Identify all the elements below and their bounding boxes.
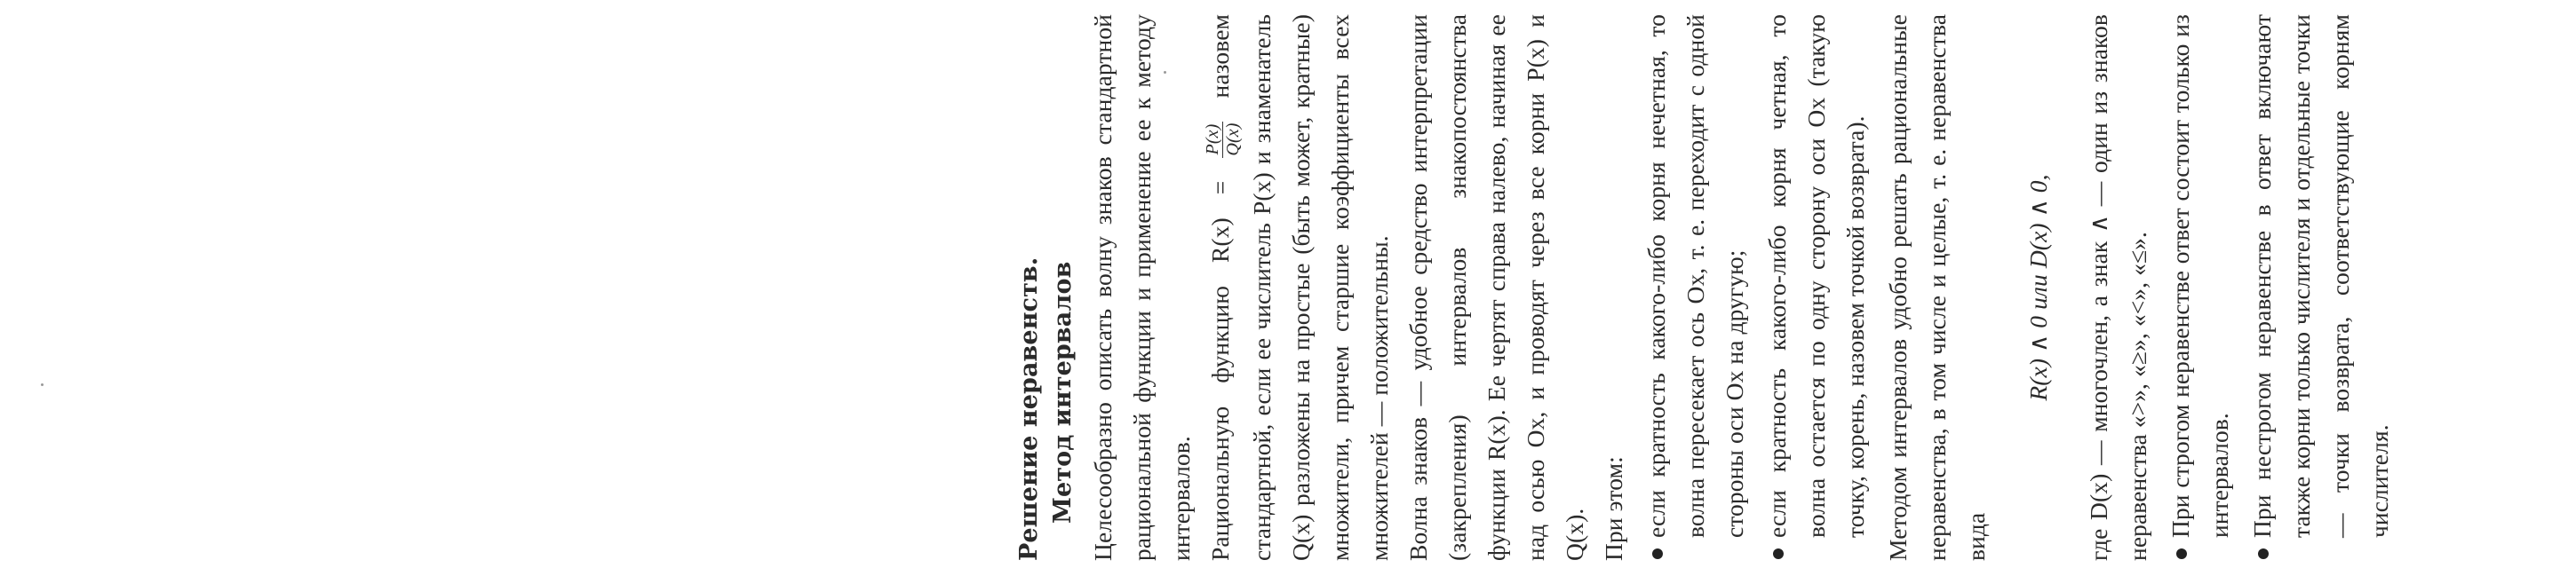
bullet-icon [2176,548,2187,559]
paragraph-where: где D(x) — многочлен, а знак ∧ — один из знаков неравенства «>», «≥», «<», «≤». [2085,14,2152,561]
bullet-even-multiplicity [1758,14,1875,561]
paragraph-at-this: При этом: [1600,456,1628,561]
paragraph-sign-wave: Волна знаков — удобное средство интерпретации (закрепления) интервалов знакопостоянства функции R(x). Ее чертят справа налево, начиная ее над осью Ox, и проводят через все корни P(x) и Q(x). [1404,14,1589,561]
scan-speck [41,383,44,386]
bullet-text: если кратность какого-либо корня четная, то волна остается по одну сторону оси Ox (такую точку, корень, назовем точкой возврата). [1763,14,1870,538]
paragraph-method-usage: Методом интервалов удобно решать рациональные неравенства, в том числе и целые, т. е. неравенства вида [1884,14,1991,561]
bullet-icon [1773,548,1784,559]
inequality-formula: R(x) ∧ 0 или D(x) ∧ 0, [2024,174,2053,401]
scan-speck [1164,71,1166,74]
definition-text-end: назовем стандартной, если ее числитель P(x) и знаменатель Q(x) разложены на простые (быть может, кратные) множители, причем старшие коэффициенты всех множителей — положительны. [1206,13,1394,561]
fraction-numerator: P(x) [1203,122,1223,158]
bullet-icon [1652,548,1663,559]
definition-text-start: Рациональную функцию R(x) = [1206,157,1234,561]
page-content [1013,14,2403,561]
document-title: Решение неравенств. [1015,256,1043,561]
fraction-p-over-q [1203,122,1243,158]
rotated-page [1013,0,2576,568]
document-subtitle: Метод интервалов [1049,261,1077,524]
fraction-denominator: Q(x) [1223,122,1244,156]
bullet-icon [2258,548,2269,559]
bullet-strict-inequality [2161,14,2239,561]
bullet-text: если кратность какого-либо корня нечетная, то волна пересекает ось Ox, т. е. переходит с одной стороны оси Ox на другую; [1642,14,1749,538]
bullet-text: При нестрогом неравенстве в ответ включают также корни только числителя и отдельные точки — точки возврата, соответствующие корням числителя. [2248,14,2394,538]
bullet-odd-multiplicity [1637,14,1754,561]
bullet-nonstrict-inequality [2243,14,2399,561]
bullet-text: При строгом неравенстве ответ состоит только из интервалов. [2167,14,2234,538]
paragraph-intro: Целесообразно описать волну знаков стандартной рациональной функции и применение ее к методу интервалов. [1089,14,1195,561]
paragraph-definition [1201,14,1399,561]
